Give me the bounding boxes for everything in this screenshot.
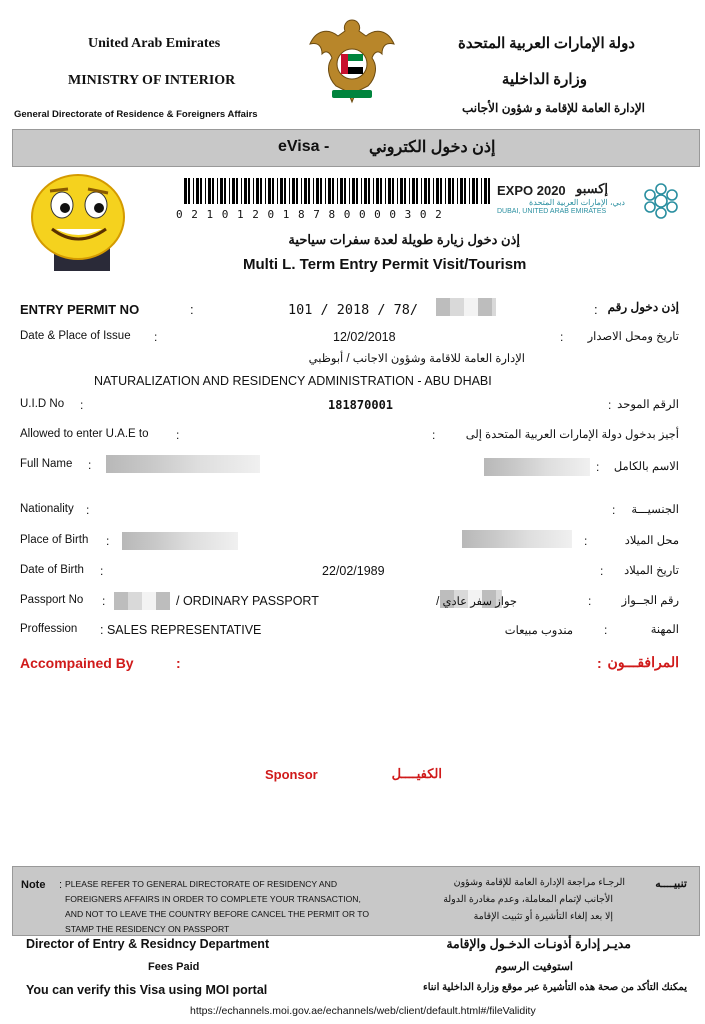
expo-logo-en: EXPO 2020	[497, 183, 566, 198]
accompanied-label: Accompained By	[20, 655, 134, 671]
verify-url-link[interactable]: https://echannels.moi.gov.ae/echannels/web/client/default.html#/fileValidity	[190, 1005, 536, 1017]
colon: :	[100, 564, 104, 578]
verify-ar: يمكنك التأكد من صحة هذه التأشيرة عبر موقع وزارة الداخلية انناء	[423, 982, 687, 993]
expo-sub-ar: دبي، الإمارات العربية المتحدة	[529, 198, 625, 207]
colon: :	[588, 594, 592, 608]
emoji-face-photo-icon	[24, 171, 132, 271]
uid-label: U.I.D No	[20, 398, 65, 410]
colon: :	[176, 428, 180, 442]
ministry-en: MINISTRY OF INTERIOR	[68, 73, 236, 88]
issue-place-en: NATURALIZATION AND RESIDENCY ADMINISTRATION - ABU DHABI	[94, 374, 492, 388]
director-en: Director of Entry & Residncy Department	[26, 937, 270, 951]
barcode-number: 0 2 1 0 1 2 0 1 8 7 8 0 0 0 0 3 0 2	[176, 208, 443, 221]
colon: :	[600, 564, 604, 578]
colon: :	[176, 655, 181, 671]
passport-value-ar: جواز سفر عادي /	[436, 596, 517, 608]
passport-label-ar: رقم الجــواز	[621, 595, 679, 607]
colon: :	[88, 458, 92, 472]
note-ar2: الأجانب لإتمام المعاملة، وعدم مغادرة الدولة	[443, 894, 613, 905]
colon: :	[612, 503, 616, 517]
country-en: United Arab Emirates	[88, 36, 221, 51]
dob-label-ar: تاريخ الميلاد	[624, 565, 679, 577]
note-line2: FOREIGNERS AFFAIRS IN ORDER TO COMPLETE YOUR TRANSACTION,	[65, 894, 361, 904]
fees-ar: استوفيت الرسوم	[495, 961, 573, 973]
barcode-icon	[184, 178, 494, 204]
pob-label-ar: محل الميلاد	[624, 535, 679, 547]
uid-value: 181870001	[328, 398, 394, 412]
allowed-label-ar: أجيز بدخول دولة الإمارات العربية المتحدة إلى	[465, 429, 679, 441]
ministry-ar: وزارة الداخلية	[501, 72, 587, 88]
redacted-pob-ar	[462, 530, 572, 548]
evisa-title-en: eVisa -	[278, 138, 330, 155]
note-line4: STAMP THE RESIDENCY ON PASSPORT	[65, 924, 230, 934]
nationality-label: Nationality	[20, 503, 74, 515]
profession-label: Proffession	[20, 623, 78, 635]
issue-value: 12/02/2018	[333, 330, 396, 344]
uae-eagle-emblem-icon	[308, 14, 396, 106]
note-label-ar: تنبيــــه	[655, 878, 687, 890]
profession-value: : SALES REPRESENTATIVE	[100, 623, 262, 637]
allowed-label: Allowed to enter U.A.E to	[20, 428, 149, 440]
directorate-ar: الإدارة العامة للإقامة و شؤون الأجانب	[461, 101, 645, 115]
redacted-passport	[114, 592, 170, 610]
uid-label-ar: الرقم الموحد	[617, 399, 679, 411]
redacted-permit	[436, 298, 496, 316]
expo-2020-logo-icon	[640, 180, 682, 222]
passport-value: / ORDINARY PASSPORT	[176, 594, 319, 608]
entry-permit-value: 101 / 2018 / 78/	[288, 302, 419, 318]
colon: :	[594, 302, 598, 317]
note-line1: PLEASE REFER TO GENERAL DIRECTORATE OF RESIDENCY AND	[65, 879, 338, 889]
directorate-en: General Directorate of Residence & Foreigners Affairs	[14, 109, 258, 120]
colon: :	[80, 398, 84, 412]
permit-type-ar: إذن دخول زيارة طويلة لعدة سفرات سياحية	[288, 232, 520, 247]
colon: :	[560, 330, 564, 344]
expo-sub-en: DUBAI, UNITED ARAB EMIRATES	[497, 208, 607, 215]
entry-permit-label: ENTRY PERMIT NO	[20, 302, 140, 317]
colon: :	[584, 534, 588, 548]
colon: :	[432, 428, 436, 442]
permit-type-en: Multi L. Term Entry Permit Visit/Tourism	[243, 256, 527, 273]
country-ar: دولة الإمارات العربية المتحدة	[458, 36, 635, 52]
pob-label: Place of Birth	[20, 534, 89, 546]
redacted-fullname-ar	[484, 458, 590, 476]
colon: :	[608, 398, 612, 412]
note-ar1: الرجـاء مراجعة الإدارة العامة للإقامة وشؤون	[453, 877, 625, 888]
colon: :	[190, 302, 194, 317]
note-ar3: إلا بعد إلغاء التأشيرة أو تثبيت الإقامة	[473, 911, 613, 922]
dob-label: Date of Birth	[20, 564, 84, 576]
accompanied-label-ar: المرافقـــون	[607, 654, 679, 670]
profession-label-ar: المهنة	[650, 624, 679, 636]
verify-en: You can verify this Visa using MOI portal	[26, 983, 268, 997]
profession-value-ar: مندوب مبيعات	[504, 625, 573, 637]
redacted-fullname	[106, 455, 260, 473]
evisa-title-ar: إذن دخول الكتروني	[369, 139, 496, 156]
redacted-pob	[122, 532, 238, 550]
expo-logo-ar: إكسبو	[576, 181, 609, 196]
colon: :	[86, 503, 90, 517]
title-band	[12, 129, 700, 167]
note-label: Note	[21, 879, 46, 891]
dob-value: 22/02/1989	[322, 564, 385, 578]
fullname-label: Full Name	[20, 458, 73, 470]
colon: :	[604, 623, 608, 637]
fullname-label-ar: الاسم بالكامل	[613, 461, 679, 473]
issue-place-ar: الإدارة العامة للاقامة وشؤون الاجانب / أبوظبي	[308, 353, 525, 365]
issue-label: Date & Place of Issue	[20, 330, 131, 342]
colon: :	[102, 594, 106, 608]
nationality-label-ar: الجنسيـــة	[631, 504, 679, 516]
colon: :	[154, 330, 158, 344]
entry-permit-label-ar: إذن دخول رقم	[607, 300, 679, 314]
sponsor-label: Sponsor	[265, 767, 318, 782]
colon: :	[59, 879, 63, 891]
sponsor-label-ar: الكفيــــل	[391, 766, 442, 781]
note-band	[12, 866, 700, 936]
issue-label-ar: تاريخ ومحل الاصدار	[587, 331, 679, 343]
colon: :	[106, 534, 110, 548]
fees-en: Fees Paid	[148, 961, 200, 973]
colon: :	[597, 655, 602, 671]
passport-label: Passport No	[20, 594, 84, 606]
note-line3: AND NOT TO LEAVE THE COUNTRY BEFORE CANCEL THE PERMIT OR TO	[65, 909, 370, 919]
colon: :	[596, 460, 600, 474]
director-ar: مديـر إدارة أذونـات الدخـول والإقامة	[446, 937, 631, 951]
